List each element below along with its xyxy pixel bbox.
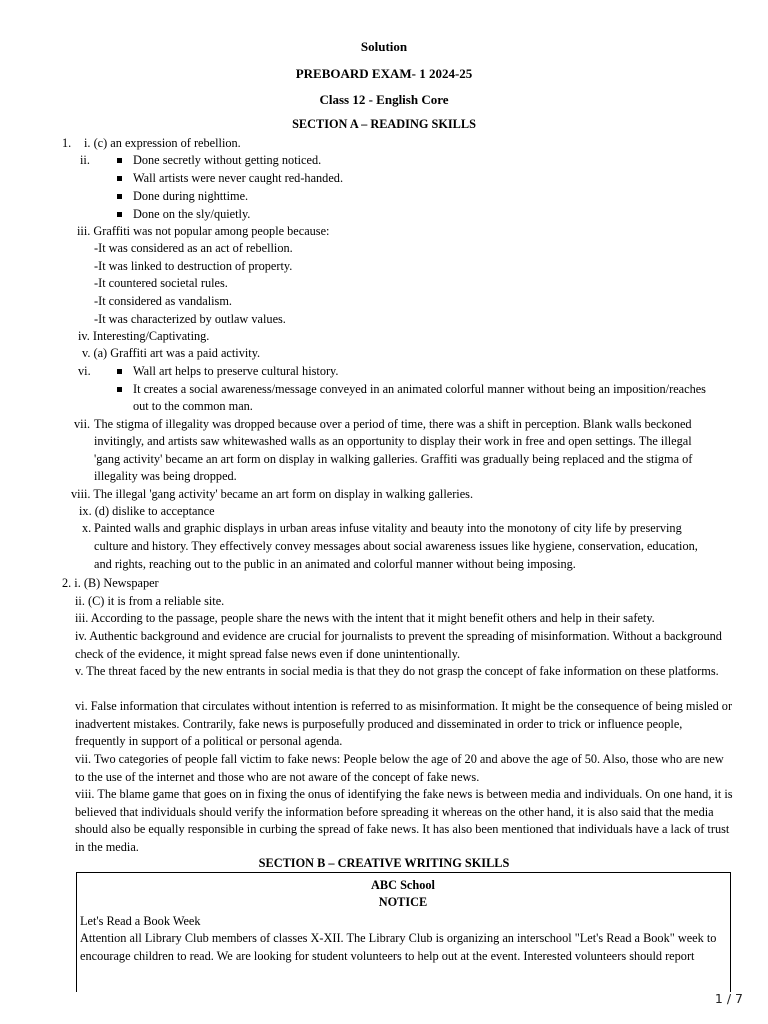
q1-answer-v: v. (a) Graffiti art was a paid activity. bbox=[82, 346, 261, 360]
notice-body: Attention all Library Club members of classes X-XII. The Library Club is organizing an interschool "Let's Read a Book" week to encourage children to read. We are looking for student volunteers to help out at the event. Interested volunteers should report bbox=[80, 931, 717, 963]
doc-title: Solution bbox=[360, 39, 408, 54]
q2-answer-ii: ii. (C) it is from a reliable site. bbox=[75, 594, 225, 608]
q1-iii-point: -It countered societal rules. bbox=[94, 276, 228, 290]
q1-ii-bullet: Done on the sly/quietly. bbox=[133, 207, 251, 221]
section-a-heading: SECTION A – READING SKILLS bbox=[292, 117, 476, 131]
q1-vi-bullet-cont: out to the common man. bbox=[133, 399, 253, 413]
q1-x-label: x. bbox=[82, 521, 92, 535]
q1-number: 1. bbox=[62, 136, 72, 150]
q1-vii-line: invitingly, and artists saw whitewashed walls as an opportunity to display their work in free and open settings. The illegal bbox=[94, 434, 692, 448]
q1-answer-viii: viii. The illegal 'gang activity' became an art form on display in walking galleries. bbox=[71, 487, 474, 501]
q2-answer-vii: vii. Two categories of people fall victim to fake news: People below the age of 20 and above the age of 50. Also, those who are new to the use of the internet and those who are not aware of the concept of fake news. bbox=[75, 752, 724, 784]
q1-ii-bullet: Done during nighttime. bbox=[133, 189, 249, 203]
q1-vii-line: 'gang activity' became an art form on display in walking galleries. Graffiti was gradually being replaced and the stigma of bbox=[94, 452, 693, 466]
q1-vi-bullet: It creates a social awareness/message conveyed in an animated colorful manner without being an imposition/reaches bbox=[133, 382, 706, 396]
q2-answer-i: 2. i. (B) Newspaper bbox=[62, 576, 159, 590]
q1-answer-iv: iv. Interesting/Captivating. bbox=[78, 329, 210, 343]
class-title: Class 12 - English Core bbox=[319, 92, 449, 107]
bullet-icon bbox=[117, 212, 122, 217]
q1-ii-bullet: Done secretly without getting noticed. bbox=[133, 153, 322, 167]
notice-school: ABC School bbox=[371, 878, 435, 892]
q1-iii-point: -It considered as vandalism. bbox=[94, 294, 232, 308]
q1-vi-bullet: Wall art helps to preserve cultural history. bbox=[133, 364, 339, 378]
q1-answer-iii: iii. Graffiti was not popular among people because: bbox=[77, 224, 330, 238]
q1-iii-point: -It was characterized by outlaw values. bbox=[94, 312, 286, 326]
notice-subject: Let's Read a Book Week bbox=[80, 914, 201, 928]
section-b-heading: SECTION B – CREATIVE WRITING SKILLS bbox=[258, 856, 510, 870]
page-number: 1 / 7 bbox=[714, 991, 743, 1006]
q1-ii-bullet: Wall artists were never caught red-handed. bbox=[133, 171, 344, 185]
q1-vii-label: vii. bbox=[74, 417, 91, 431]
q1-vii-line: The stigma of illegality was dropped because over a period of time, there was a shift in perception. Blank walls beckoned bbox=[94, 417, 692, 431]
q1-x-line: culture and history. They effectively convey messages about social awareness issues like hygiene, conservation, education, bbox=[94, 539, 698, 553]
q1-vii-line: illegality was being dropped. bbox=[94, 469, 237, 483]
q1-vi-label: vi. bbox=[78, 364, 91, 378]
q1-answer-i: i. (c) an expression of rebellion. bbox=[84, 136, 241, 150]
bullet-icon bbox=[117, 369, 122, 374]
q2-answer-v: v. The threat faced by the new entrants in social media is that they do not grasp the concept of fake information on these platforms. bbox=[75, 664, 719, 678]
q2-answer-vi: vi. False information that circulates without intention is referred to as misinformation. It might be the consequence of being misled or inadvertent mistakes. Contrarily, fake news is purposefully produced and disseminated in order to trick or influence people, frequently in support of a political or personal agenda. bbox=[75, 699, 733, 749]
bullet-icon bbox=[117, 194, 122, 199]
notice-box bbox=[76, 872, 731, 992]
q1-x-line: and rights, reaching out to the public in an animated and colorful manner without being imposing. bbox=[94, 557, 576, 571]
q2-answer-iv: iv. Authentic background and evidence are crucial for journalists to prevent the spreading of misinformation. Without a background check of the evidence, it might spread false news even if done unintentionally. bbox=[75, 629, 722, 661]
bullet-icon bbox=[117, 158, 122, 163]
q1-iii-point: -It was considered as an act of rebellion. bbox=[94, 241, 293, 255]
q2-answer-viii: viii. The blame game that goes on in fixing the onus of identifying the fake news is between media and individuals. On one hand, it is believed that individuals should verify the information before spreading it whereas on the other hand, it is also said that the media should also be equally responsible in curbing the spread of fake news. It has also been mentioned that individuals have a lack of trust in the media. bbox=[75, 787, 733, 854]
q1-ii-label: ii. bbox=[80, 153, 90, 167]
q1-x-line: Painted walls and graphic displays in urban areas infuse vitality and beauty into the monotony of city life by preserving bbox=[94, 521, 682, 535]
q1-answer-ix: ix. (d) dislike to acceptance bbox=[79, 504, 215, 518]
exam-title: PREBOARD EXAM- 1 2024-25 bbox=[295, 66, 473, 81]
bullet-icon bbox=[117, 176, 122, 181]
bullet-icon bbox=[117, 387, 122, 392]
notice-heading: NOTICE bbox=[378, 895, 428, 909]
q2-answer-iii: iii. According to the passage, people share the news with the intent that it might benefit others and help in their safety. bbox=[75, 611, 655, 625]
q1-iii-point: -It was linked to destruction of property. bbox=[94, 259, 293, 273]
